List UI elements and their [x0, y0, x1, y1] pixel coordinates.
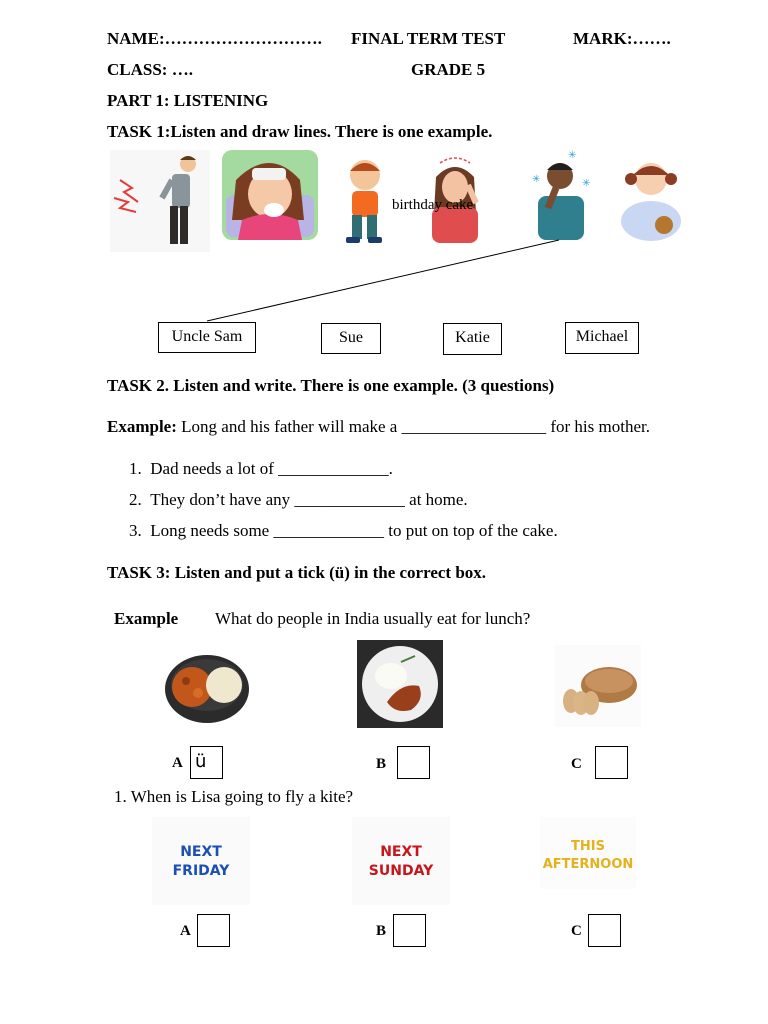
example-option-b-label: B — [376, 756, 387, 772]
name-box-sue: Sue — [321, 323, 381, 354]
q1-option-a-checkbox[interactable] — [197, 914, 230, 947]
name-box-michael: Michael — [565, 322, 639, 354]
example-option-a-checkbox[interactable]: ü — [190, 746, 223, 779]
q1-card-next-sunday — [352, 817, 450, 905]
man-toothache-picture — [528, 148, 592, 242]
svg-text:✳: ✳ — [568, 150, 577, 161]
grade-label: GRADE 5 — [411, 60, 486, 79]
task2-item-2: 2. They don’t have any _____________ at home. — [129, 490, 468, 509]
q1-option-c-checkbox[interactable] — [588, 914, 621, 947]
name-box-uncle-sam: Uncle Sam — [158, 322, 256, 353]
question-1: 1. When is Lisa going to fly a kite? — [114, 787, 354, 806]
name-box-katie: Katie — [443, 323, 502, 355]
part1-heading: PART 1: LISTENING — [107, 91, 269, 110]
girl-sneezing-picture — [222, 150, 318, 240]
q1-option-b-label: B — [376, 923, 387, 939]
task2-heading: TASK 2. Listen and write. There is one example. (3 questions) — [107, 376, 555, 395]
q1-card-this-afternoon — [540, 817, 636, 889]
task2-example: Example: Long and his father will make a _________________ for his mother. — [107, 417, 650, 436]
q1-option-a-label: A — [180, 923, 191, 939]
task2-item-1: 1. Dad needs a lot of _____________. — [129, 459, 393, 478]
name-field: NAME:………………………. — [107, 29, 322, 48]
task3-heading: TASK 3: Listen and put a tick (ü) in the correct box. — [107, 563, 487, 582]
birthday-cake-label: birthday cake — [392, 197, 474, 213]
example-option-c-label: C — [571, 756, 582, 772]
task1-heading: TASK 1:Listen and draw lines. There is one example. — [107, 122, 493, 141]
boy-crying-picture — [340, 155, 390, 247]
example-option-b-checkbox[interactable] — [397, 746, 430, 779]
test-title: FINAL TERM TEST — [351, 29, 506, 48]
bread-picture — [555, 645, 641, 727]
q1-card-next-friday-text: NEXT FRIDAY — [172, 844, 230, 879]
task3-example-label: Example — [114, 609, 179, 628]
man-backache-picture — [110, 150, 210, 252]
curry-rice-picture — [162, 645, 252, 727]
q1-option-b-checkbox[interactable] — [393, 914, 426, 947]
mark-field: MARK:……. — [573, 29, 671, 48]
example-option-a-label: A — [172, 755, 183, 771]
example-option-c-checkbox[interactable] — [595, 746, 628, 779]
example-match-line — [200, 236, 565, 326]
q1-card-next-friday — [152, 817, 250, 905]
svg-text:✳: ✳ — [582, 178, 591, 189]
task2-item-3: 3. Long needs some _____________ to put on top of the cake. — [129, 521, 558, 540]
svg-text:✳: ✳ — [532, 174, 541, 185]
q1-card-next-sunday-text: NEXT SUNDAY — [368, 844, 434, 879]
q1-option-c-label: C — [571, 923, 582, 939]
girl-cold-picture — [618, 155, 684, 243]
task3-example-question: What do people in India usually eat for lunch? — [215, 609, 531, 628]
rice-meat-picture — [357, 640, 443, 728]
q1-card-this-afternoon-text: THIS AFTERNOON — [542, 839, 634, 872]
class-field: CLASS: …. — [107, 60, 193, 79]
